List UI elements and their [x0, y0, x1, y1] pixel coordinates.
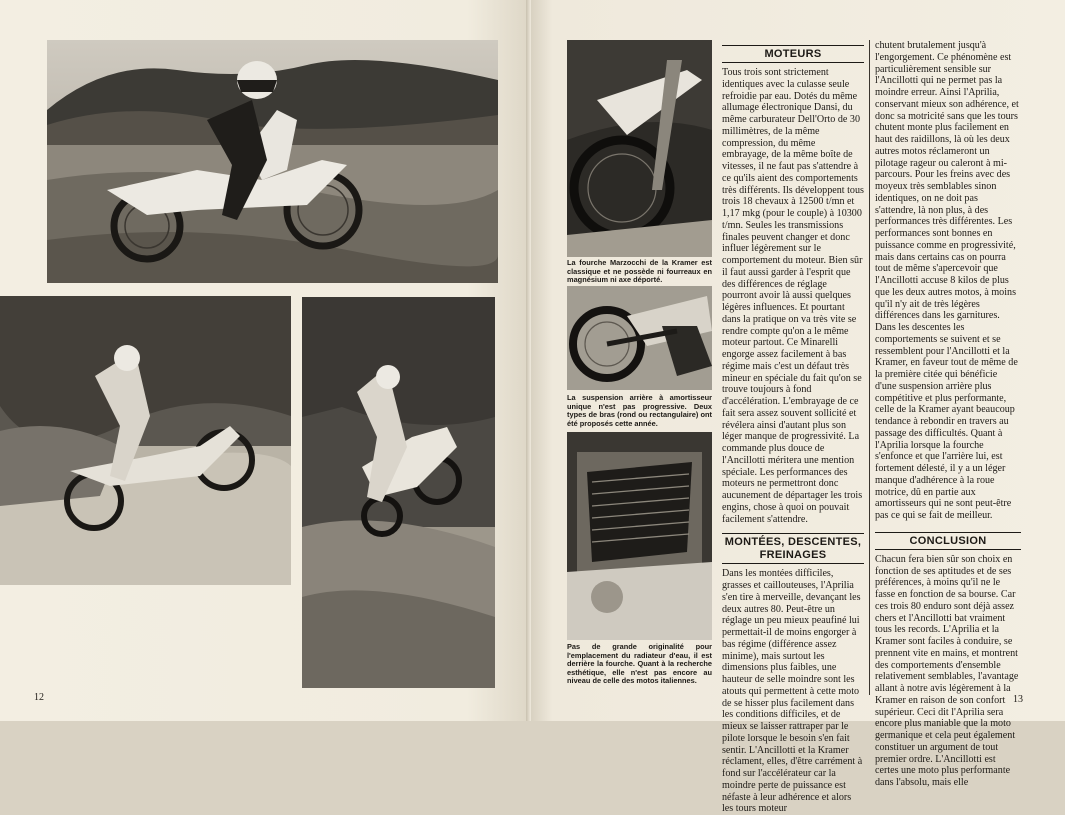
page-number-right: 13: [1013, 694, 1023, 705]
column-rule: [869, 40, 870, 695]
caption-suspension: La suspension arrière à amortisseur unique n'est pas progressive. Deux types de bras (rond ou rectangulaire) ont été proposés cette année.: [567, 393, 712, 428]
photo-marzocchi-fork: [567, 40, 712, 257]
text-conclusion: Chacun fera bien sûr son choix en fonction de ses aptitudes et de ses préférences, à moins qu'il ne le fasse en fonction de sa bourse. Car ces trois 80 enduro sont déjà assez chers et l'Ancillotti bat vraiment tous les records. L'Aprilia et la Kramer sont faciles à conduire, se prennent vite en mains, et montrent des comportements d'ensemble relativement semblables, l'avantage allant à notre avis légèrement à la Kramer en raison de son confort supérieur. Ceci dit l'Aprilia sera encore plus maniable que la moto germanique et cela peut également constituer un argument de tout premier ordre. L'Ancillotti est certes une moto plus performante dans l'absolu, mais elle: [875, 553, 1019, 788]
page-number-left: 12: [34, 692, 44, 703]
heading-conclusion: CONCLUSION: [875, 532, 1021, 550]
photo-rider-wheelie: [47, 40, 498, 283]
photo-radiator: [567, 432, 712, 640]
caption-radiator: Pas de grande originalité pour l'emplacement du radiateur d'eau, il est derrière la fourche. Quant à la recherche esthétique, elle n'est pas encore au niveau de celle des motos italiennes.: [567, 642, 712, 686]
text-moteurs: Tous trois sont strictement identiques avec la culasse seule refroidie par eau. Dotés du même allumage électronique Dansi, du même carburateur Dell'Orto de 30 millimètres, de la même compression, du même embrayage, de la même boîte de vitesses, il ne faut pas s'attendre à ce qu'ils aient des comportements très différents. Ils développent tous trois 18 chevaux à 12500 t/mn et 1,17 mkg (pour le couple) à 10300 t/mn. Seules les transmissions finales peuvent changer et donc influer légèrement sur le comportement du moteur. Bien sûr il faut aussi garder à l'esprit que des différences de réglage pourront avoir là aussi quelques légères influences. Et pourtant dans la pratique on va très vite se rendre compte qu'on a le même moteur partout. Ce Minarelli engorge assez facilement à bas régime mais c'est un défaut très mineur en spéciale du fait qu'on se trouve toujours à fond d'accélération. L'embrayage de ce fait sera assez souvent sollicité et révélera ainsi d'autant plus son léger manque de progressivité. La commande plus douce de l'Ancillotti méritera une mention spéciale. Les performances des moteurs ne permettront donc aucunement de départager les trois engins, chose à quoi on pouvait facilement s'attendre.: [722, 67, 864, 525]
column-right: [875, 40, 1021, 789]
left-page: [0, 0, 531, 721]
column-middle: [722, 44, 864, 815]
heading-moteurs: MOTEURS: [722, 45, 864, 63]
photo-rider-sandy-field: [0, 296, 291, 585]
caption-fork: La fourche Marzocchi de la Kramer est classique et ne possède ni fourreaux en magnésium ni axe déporté.: [567, 258, 712, 285]
text-montees: Dans les montées difficiles, grasses et caillouteuses, l'Aprilia s'en tire à merveille, devançant les deux autres 80. Peut-être un réglage un peu mieux peaufiné lui permettait-il de moins engorger à bas régime (différence assez minime), mais surtout les dimensions plus faibles, une hauteur de selle moindre sont les atouts qui permettent à cette moto de se hisser plus facilement dans les conditions difficiles, et de mieux se laisser rattraper par le pilote lorsque le besoin s'en fait sentir. L'Ancillotti et la Kramer réclament, elles, d'être carrément à fond sur l'accélérateur car la moindre perte de puissance est néfaste à leur adhérence et alors les tours moteur: [722, 568, 863, 815]
photo-rear-suspension: [567, 286, 712, 390]
right-page: [531, 0, 1065, 815]
heading-montees: MONTÉES, DESCENTES, FREINAGES: [722, 533, 864, 564]
photo-rider-jump: [302, 297, 495, 688]
text-descentes: chutent brutalement jusqu'à l'engorgement. Ce phénomène est particulièrement sensible sur l'Ancillotti qui ne permet pas la moindre erreur. Ainsi l'Aprilia, conservant mieux son adhérence, et donc sa motricité sans que les tours chutent monte plus facilement en haut des raidillons, là où les deux autres motos réclameront un pilotage rageur ou caleront à mi-parcours. Pour les freins avec des moyeux très semblables sinon identiques, on ne doit pas s'attendre, là non plus, à des performances très différentes. Les performances sont bonnes en puissance comme en progressivité, mais dans certains cas on pourra tout de même s'apercevoir que l'Ancillotti accuse 8 kilos de plus que les deux autres motos, à moins qu'il n'y ait de très légères différences dans les garnitures. Dans les descentes les comportements se suivent et se ressemblent pour l'Ancillotti et la Kramer, en faveur tout de même de la première citée qui bénéficie d'une suspension arrière plus compétitive et plus performante, celle de la Kramer ayant beaucoup tendance à rebondir en travers au passage des difficultés. Quant à l'Aprilia lorsque la fourche s'enfonce et que l'arrière lui, est fortement délesté, il y a un léger manque d'adhérence à la roue motrice, dû en partie aux amortisseurs qui ne sont peut-être pas ce qui se fait de meilleur.: [875, 40, 1019, 521]
